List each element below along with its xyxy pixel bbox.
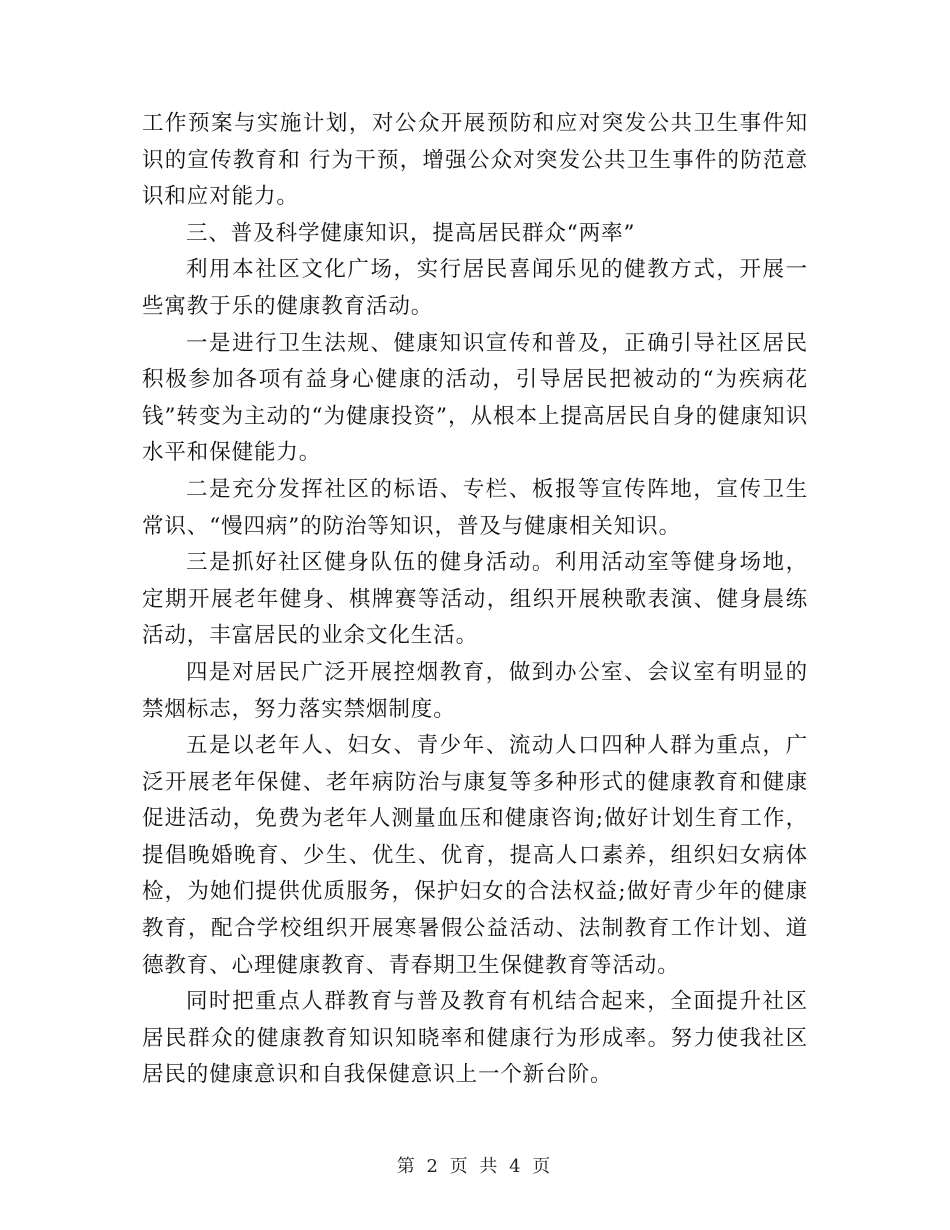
paragraph-6: 三是抓好社区健身队伍的健身活动。利用活动室等健身场地，定期开展老年健身、棋牌赛等活动，组织开展秧歌表演、健身晨练活动，丰富居民的业余文化生活。 <box>142 550 808 649</box>
paragraph-4: 一是进行卫生法规、健康知识宣传和普及，正确引导社区居民积极参加各项有益身心健康的活动，引导居民把被动的“为疾病花钱”转变为主动的“为健康投资”，从根本上提高居民自身的健康知识水平和保健能力。 <box>142 330 808 466</box>
page-number-footer: 第 2 页 共 4 页 <box>396 1156 554 1177</box>
section-heading: 三、普及科学健康知识，提高居民群众“两率” <box>186 220 636 246</box>
paragraph-3: 利用本社区文化广场，实行居民喜闻乐见的健教方式，开展一些寓教于乐的健康教育活动。 <box>142 257 808 319</box>
paragraph-7: 四是对居民广泛开展控烟教育，做到办公室、会议室有明显的禁烟标志，努力落实禁烟制度。 <box>142 659 808 722</box>
paragraph-9: 同时把重点人群教育与普及教育有机结合起来，全面提升社区居民群众的健康教育知识知晓率和健康行为形成率。努力使我社区居民的健康意识和自我保健意识上一个新台阶。 <box>142 989 808 1088</box>
paragraph-5: 二是充分发挥社区的标语、专栏、板报等宣传阵地，宣传卫生常识、“慢四病”的防治等知识，普及与健康相关知识。 <box>142 476 808 539</box>
paragraph-1: 工作预案与实施计划，对公众开展预防和应对突发公共卫生事件知识的宣传教育和 行为干预，增强公众对突发公共卫生事件的防范意识和应对能力。 <box>142 111 808 210</box>
paragraph-8: 五是以老年人、妇女、青少年、流动人口四种人群为重点，广泛开展老年保健、老年病防治与康复等多种形式的健康教育和健康促进活动，免费为老年人测量血压和健康咨询;做好计划生育工作，提倡晚婚晚育、少生、优生、优育，提高人口素养，组织妇女病体检，为她们提供优质服务，保护妇女的合法权益;做好青少年的健康教育，配合学校组织开展寒暑假公益活动、法制教育工作计划、道德教育、心理健康教育、青春期卫生保健教育等活动。 <box>142 733 808 978</box>
document-body <box>142 106 808 1094</box>
